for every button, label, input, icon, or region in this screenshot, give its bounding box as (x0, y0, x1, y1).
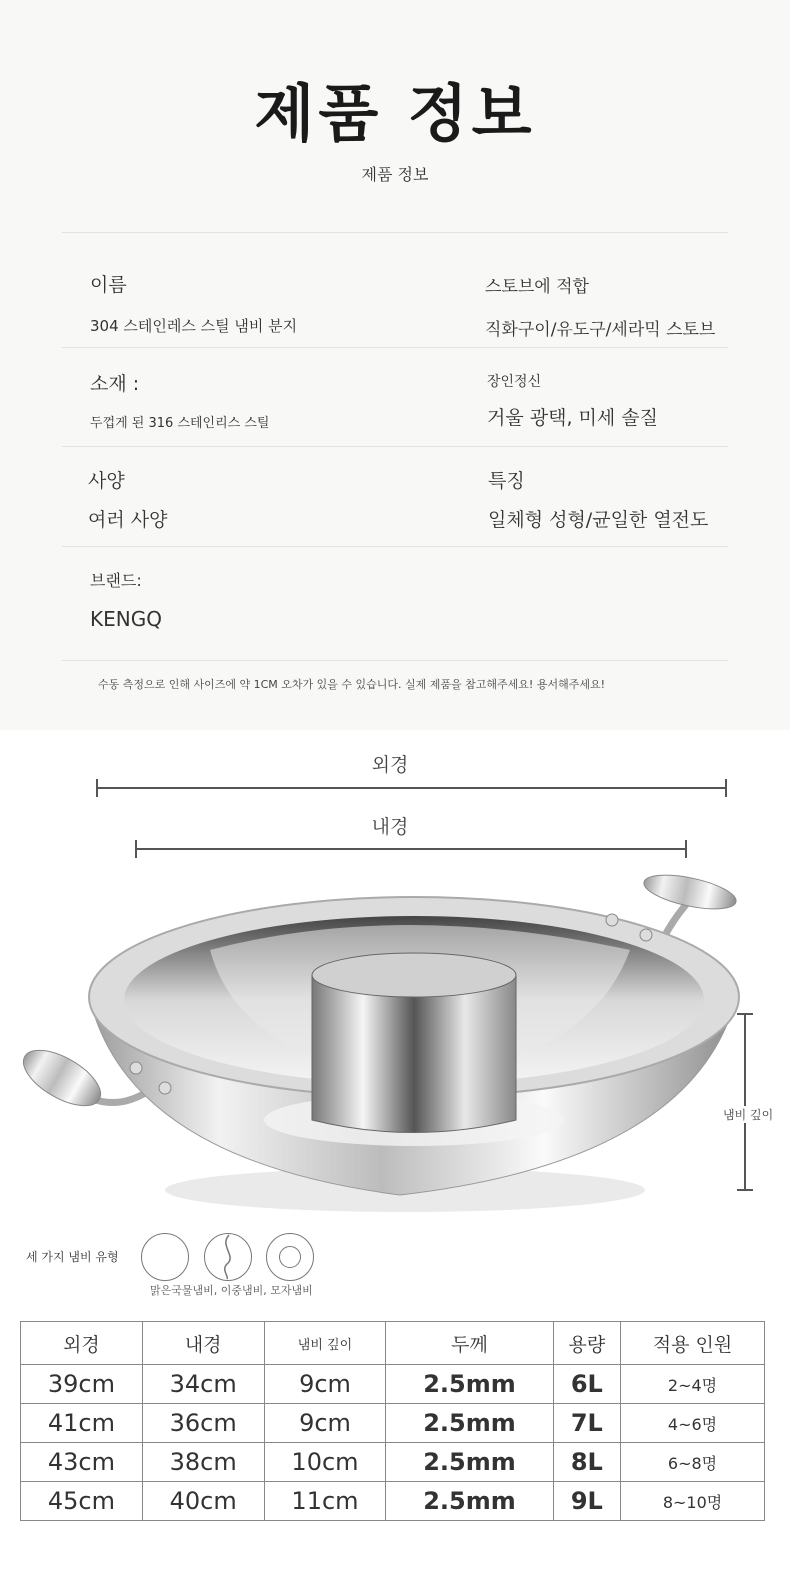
stove-value: 직화구이/유도구/세라믹 스토브 (485, 320, 716, 340)
measurement-note: 수동 측정으로 인해 사이즈에 약 1CM 오차가 있을 수 있습니다. 실제 제품을 참고해주세요! 용서해주세요! (98, 678, 605, 691)
table-cell: 8~10명 (621, 1482, 765, 1521)
header-cell: 냄비 깊이 (264, 1322, 386, 1365)
header-cell: 적용 인원 (621, 1322, 765, 1365)
depth-bottom-tick (737, 1189, 753, 1191)
outer-diameter-label: 외경 (371, 754, 409, 776)
page-title: 제품 정보 (254, 77, 536, 150)
header-cell: 용량 (553, 1322, 620, 1365)
table-cell: 10cm (264, 1443, 386, 1482)
table-cell: 8L (553, 1443, 620, 1482)
outer-left-tick (96, 779, 98, 797)
table-cell: 38cm (142, 1443, 264, 1482)
feature-label: 특징 (488, 470, 525, 492)
stove-label: 스토브에 적합 (485, 277, 589, 297)
product-info-section (0, 0, 790, 730)
outer-diameter-line (97, 787, 727, 789)
divider (62, 446, 728, 447)
inner-right-tick (685, 840, 687, 858)
ring-pot-icon (266, 1233, 314, 1281)
craft-value: 거울 광택, 미세 솔질 (487, 407, 658, 429)
table-cell: 4~6명 (621, 1404, 765, 1443)
material-label: 소재 : (90, 373, 140, 395)
inner-left-tick (135, 840, 137, 858)
divider (62, 546, 728, 547)
pot-types-caption: 맑은국물냄비, 이중냄비, 모자냄비 (150, 1284, 313, 1297)
table-cell: 41cm (21, 1404, 143, 1443)
table-cell: 6L (553, 1365, 620, 1404)
table-cell: 2.5mm (386, 1365, 553, 1404)
clear-soup-pot-icon (141, 1233, 189, 1281)
depth-label: 냄비 깊이 (723, 1108, 774, 1122)
name-value: 304 스테인레스 스틸 냄비 분지 (90, 317, 298, 335)
feature-cell (488, 466, 708, 532)
divider (62, 660, 728, 661)
name-label: 이름 (90, 274, 127, 296)
table-cell: 43cm (21, 1443, 143, 1482)
table-cell: 36cm (142, 1404, 264, 1443)
spec-table (20, 1321, 765, 1521)
depth-line (744, 1013, 746, 1191)
inner-diameter-label: 내경 (371, 816, 409, 838)
table-row (21, 1404, 765, 1443)
hotpot-image (0, 860, 790, 1220)
page-subtitle: 제품 정보 (361, 165, 429, 184)
table-cell: 2~4명 (621, 1365, 765, 1404)
table-cell: 9L (553, 1482, 620, 1521)
divided-pot-icon (204, 1233, 252, 1281)
table-cell: 2.5mm (386, 1482, 553, 1521)
pot-types-label: 세 가지 냄비 유형 (26, 1250, 119, 1264)
table-row (21, 1365, 765, 1404)
material-cell (90, 369, 269, 431)
divider (62, 347, 728, 348)
material-value: 두껍게 된 316 스테인리스 스틸 (90, 416, 270, 431)
table-row (21, 1482, 765, 1521)
name-cell (90, 270, 297, 336)
table-cell: 40cm (142, 1482, 264, 1521)
table-cell: 39cm (21, 1365, 143, 1404)
divider (62, 232, 728, 233)
brand-label: 브랜드: (90, 571, 142, 590)
table-cell: 9cm (264, 1365, 386, 1404)
header-cell: 두께 (386, 1322, 553, 1365)
feature-value: 일체형 성형/균일한 열전도 (488, 509, 709, 531)
table-cell: 34cm (142, 1365, 264, 1404)
craft-cell (487, 371, 658, 430)
inner-diameter-line (136, 848, 687, 850)
craft-label: 장인정신 (487, 374, 542, 390)
table-cell: 6~8명 (621, 1443, 765, 1482)
table-cell: 2.5mm (386, 1443, 553, 1482)
spec-label: 사양 (88, 470, 125, 492)
table-cell: 9cm (264, 1404, 386, 1443)
outer-right-tick (725, 779, 727, 797)
table-cell: 2.5mm (386, 1404, 553, 1443)
table-header-row (21, 1322, 765, 1365)
stove-cell (485, 272, 715, 340)
spec-value: 여러 사양 (88, 509, 168, 531)
table-cell: 11cm (264, 1482, 386, 1521)
brand-cell (90, 568, 162, 631)
brand-value: KENGQ (90, 607, 162, 631)
table-cell: 45cm (21, 1482, 143, 1521)
table-row (21, 1443, 765, 1482)
header-cell: 내경 (142, 1322, 264, 1365)
spec-cell (88, 466, 167, 532)
table-cell: 7L (553, 1404, 620, 1443)
header-cell: 외경 (21, 1322, 143, 1365)
